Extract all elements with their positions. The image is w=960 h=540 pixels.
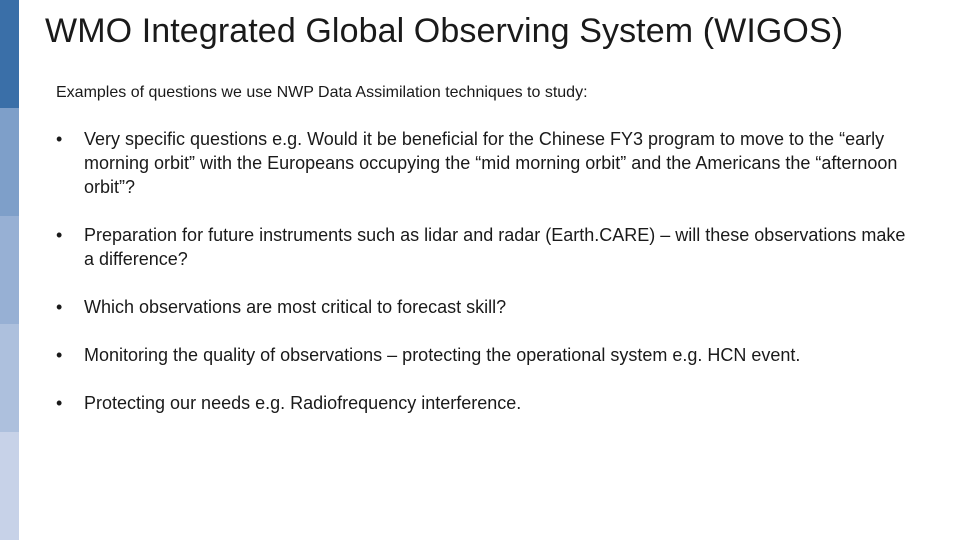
side-accent-bar — [0, 0, 19, 540]
bullet-text: Which observations are most critical to forecast skill? — [84, 297, 507, 317]
side-bar-segment-2 — [0, 108, 19, 216]
bullet-text: Monitoring the quality of observations – protecting the operational system e.g. HCN event. — [84, 345, 801, 365]
bullet-item — [56, 295, 916, 319]
bullet-list — [56, 127, 916, 439]
side-bar-segment-5 — [0, 432, 19, 540]
bullet-item — [56, 343, 916, 367]
bullet-text: Very specific questions e.g. Would it be beneficial for the Chinese FY3 program to move to the “early morning orbit” with the Europeans occupying the “mid morning orbit” and the Americans the “afternoon orbit”? — [84, 129, 898, 197]
side-bar-segment-3 — [0, 216, 19, 324]
bullet-text: Protecting our needs e.g. Radiofrequency interference. — [84, 393, 522, 413]
bullet-dot: • — [56, 393, 63, 413]
slide-title: WMO Integrated Global Observing System (WIGOS) — [45, 12, 844, 50]
intro-text: Examples of questions we use NWP Data Assimilation techniques to study: — [56, 84, 588, 101]
bullet-item — [56, 127, 916, 199]
bullet-dot: • — [56, 129, 63, 149]
bullet-item — [56, 391, 916, 415]
side-bar-segment-4 — [0, 324, 19, 432]
bullet-dot: • — [56, 297, 63, 317]
bullet-dot: • — [56, 225, 63, 245]
side-bar-segment-1 — [0, 0, 19, 108]
bullet-item — [56, 223, 916, 271]
bullet-text: Preparation for future instruments such as lidar and radar (Earth.CARE) – will these observations make a difference? — [84, 225, 906, 269]
bullet-dot: • — [56, 345, 63, 365]
